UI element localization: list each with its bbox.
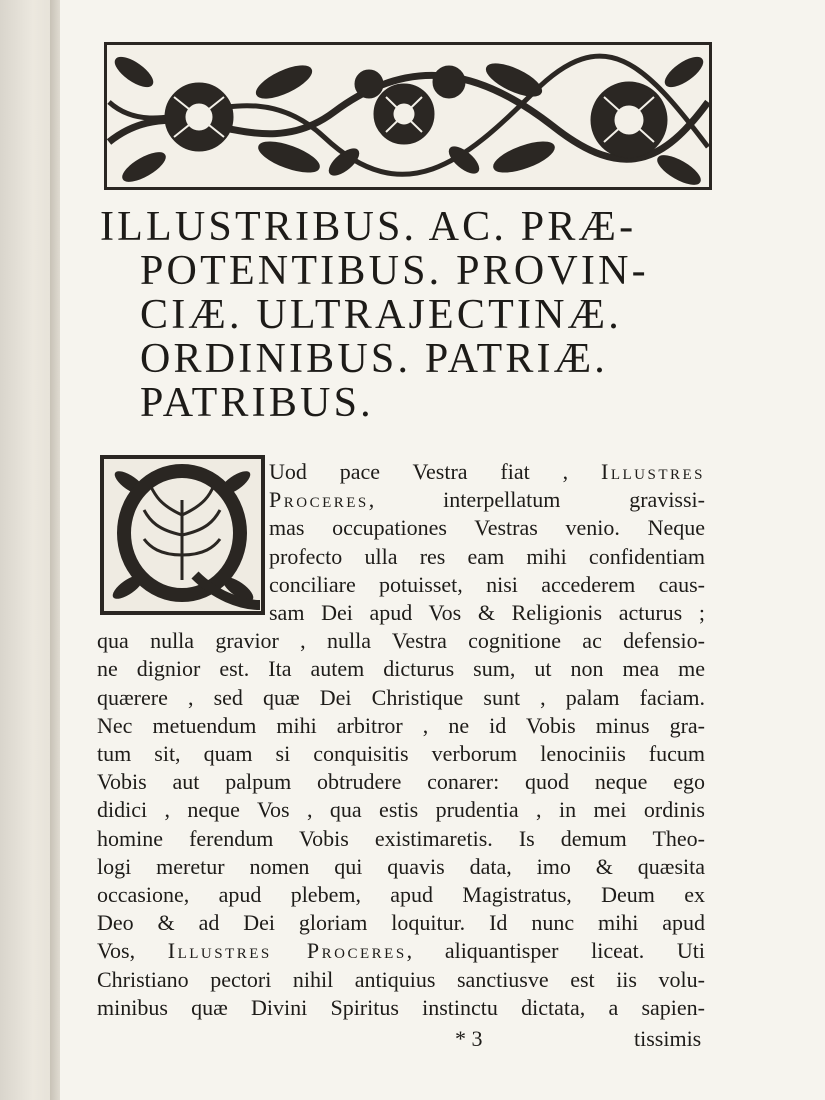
text-line: Proceres, interpellatum gravissi- bbox=[269, 487, 705, 513]
text-line: Christiano pectori nihil antiquius sanctiusve est iis volu- bbox=[97, 966, 705, 992]
text-line: conciliare potuisset, nisi accederem caus- bbox=[269, 571, 705, 597]
signature-mark: * 3 bbox=[455, 1026, 483, 1051]
title-line: CIÆ. ULTRAJECTINÆ. bbox=[140, 292, 622, 338]
text-line: profecto ulla res eam mihi confidentiam bbox=[269, 543, 705, 569]
text-line: occasione, apud plebem, apud Magistratus, Deum ex bbox=[97, 882, 705, 908]
text-line: ne dignior est. Ita autem dicturus sum, ut non mea me bbox=[97, 656, 705, 682]
text-line: logi meretur nomen qui quavis data, imo & quæsita bbox=[97, 853, 705, 879]
text-line: Uod pace Vestra fiat , Illustres bbox=[269, 459, 705, 484]
title-line: POTENTIBUS. PROVIN- bbox=[140, 248, 649, 294]
text-line: tum sit, quam si conquisitis verborum lenociniis fucum bbox=[97, 741, 705, 767]
title-line: ORDINIBUS. PATRIÆ. bbox=[140, 336, 608, 382]
dedication-body-text bbox=[97, 458, 705, 1022]
title-line: PATRIBUS. bbox=[140, 380, 374, 426]
dedication-title bbox=[100, 205, 715, 425]
text-line: Vos, Illustres Proceres, aliquantisper liceat. Uti bbox=[97, 938, 705, 964]
text-line: Vobis aut palpum obtrudere conarer: quod neque ego bbox=[97, 769, 705, 795]
floral-headpiece-ornament bbox=[104, 42, 712, 190]
text-line: qua nulla gravior , nulla Vestra cognitione ac defensio- bbox=[97, 628, 705, 654]
text-line: Deo & ad Dei gloriam loquitur. Id nunc mihi apud bbox=[97, 910, 705, 936]
text-line: minibus quæ Divini Spiritus instinctu dictata, a sapien- bbox=[97, 994, 705, 1020]
catchword: tissimis bbox=[634, 1026, 702, 1051]
text-line: Nec metuendum mihi arbitror , ne id Vobis minus gra- bbox=[97, 712, 705, 738]
text-line: didici , neque Vos , qua estis prudentia , in mei ordinis bbox=[97, 797, 705, 823]
text-line: sam Dei apud Vos & Religionis acturus ; bbox=[269, 600, 705, 626]
text-line: quærere , sed quæ Dei Christique sunt , palam faciam. bbox=[97, 684, 705, 710]
text-line: homine ferendum Vobis existimaretis. Is demum Theo- bbox=[97, 825, 705, 851]
title-line: ILLUSTRIBUS. AC. PRÆ- bbox=[100, 204, 637, 250]
text-line: mas occupationes Vestras venio. Neque bbox=[269, 515, 705, 541]
